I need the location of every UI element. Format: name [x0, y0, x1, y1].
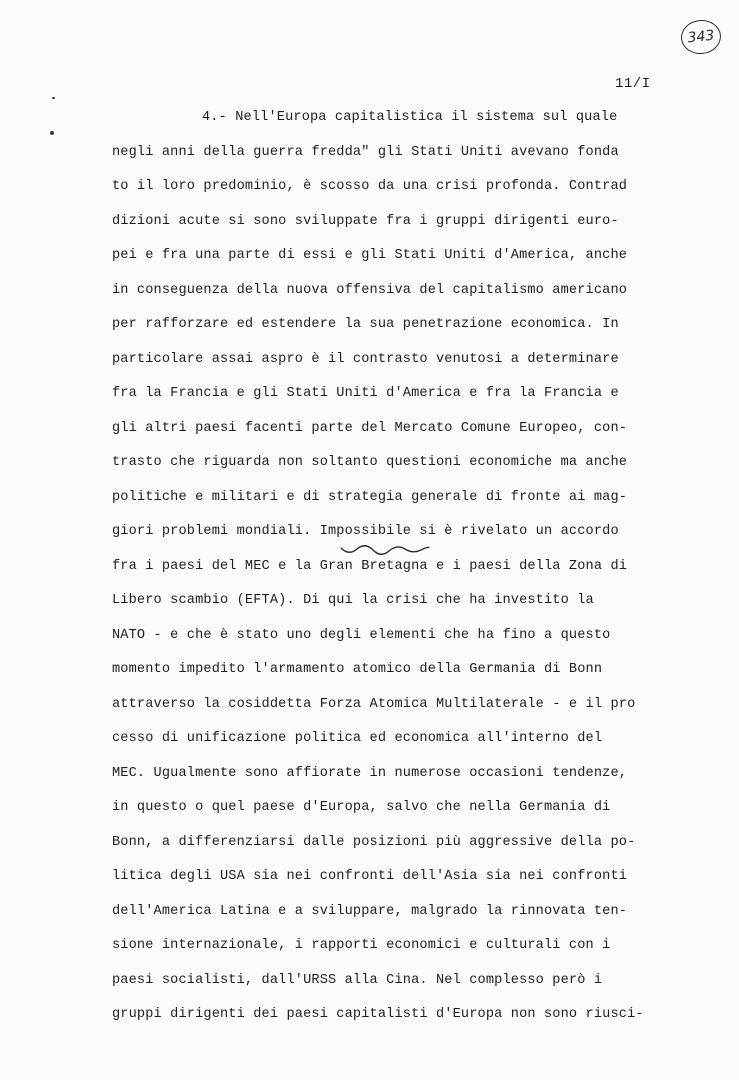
text-line: Libero scambio (EFTA). Di qui la crisi che ha investito la	[112, 593, 594, 608]
stamp-number: 343	[686, 27, 716, 47]
text-line: fra la Francia e gli Stati Uniti d'America e fra la Francia e	[112, 386, 619, 401]
archive-stamp	[679, 18, 722, 56]
text-line: pei e fra una parte di essi e gli Stati Uniti d'America, anche	[112, 248, 628, 263]
text-line: negli anni della guerra fredda" gli Stati Uniti avevano fonda	[112, 144, 619, 160]
text-line: in questo o quel paese d'Europa, salvo che nella Germania di	[112, 800, 611, 815]
text-line: 4.- Nell'Europa capitalistica il sistema sul quale	[202, 110, 618, 125]
text-line: dizioni acute si sono sviluppate fra i gruppi dirigenti euro-	[112, 213, 619, 229]
text-line: litica degli USA sia nei confronti dell'Asia sia nei confronti	[112, 869, 628, 884]
margin-mark	[52, 97, 55, 99]
text-line: to il loro predominio, è scosso da una crisi profonda. Contrad	[112, 179, 628, 194]
text-line: per rafforzare ed estendere la sua penetrazione economica. In	[112, 317, 619, 332]
text-line: dell'America Latina e a sviluppare, malgrado la rinnovata ten-	[112, 903, 628, 919]
text-line: cesso di unificazione politica ed economica all'interno del	[112, 731, 603, 746]
paragraph	[112, 108, 692, 1040]
text-line: trasto che riguarda non soltanto questioni economiche ma anche	[112, 455, 628, 470]
text-line: momento impedito l'armamento atomico della Germania di Bonn	[112, 662, 603, 677]
text-line: fra i paesi del MEC e la Gran Bretagna e i paesi della Zona di	[112, 558, 628, 574]
text-line: sione internazionale, i rapporti economici e culturali con i	[112, 938, 611, 953]
text-line: attraverso la cosiddetta Forza Atomica Multilaterale - e il pro	[112, 696, 636, 712]
page-number: 11/I	[615, 76, 651, 92]
text-line: in conseguenza della nuova offensiva del capitalismo americano	[112, 282, 628, 298]
text-line: paesi socialisti, dall'URSS alla Cina. Nel complesso però i	[112, 972, 603, 988]
text-line: NATO - e che è stato uno degli elementi che ha fino a questo	[112, 627, 611, 643]
text-line: Bonn, a differenziarsi dalle posizioni più aggressive della po-	[112, 834, 636, 850]
text-line: politiche e militari e di strategia generale di fronte ai mag-	[112, 489, 628, 505]
text-line: particolare assai aspro è il contrasto venutosi a determinare	[112, 351, 619, 367]
text-line: giori problemi mondiali. Impossibile si è rivelato un accordo	[112, 524, 619, 539]
text-line: MEC. Ugualmente sono affiorate in numerose occasioni tendenze,	[112, 765, 628, 781]
margin-mark	[50, 131, 54, 135]
text-line: gli altri paesi facenti parte del Mercato Comune Europeo, con-	[112, 420, 628, 436]
text-line: gruppi dirigenti dei paesi capitalisti d'Europa non sono riusci-	[112, 1007, 644, 1022]
